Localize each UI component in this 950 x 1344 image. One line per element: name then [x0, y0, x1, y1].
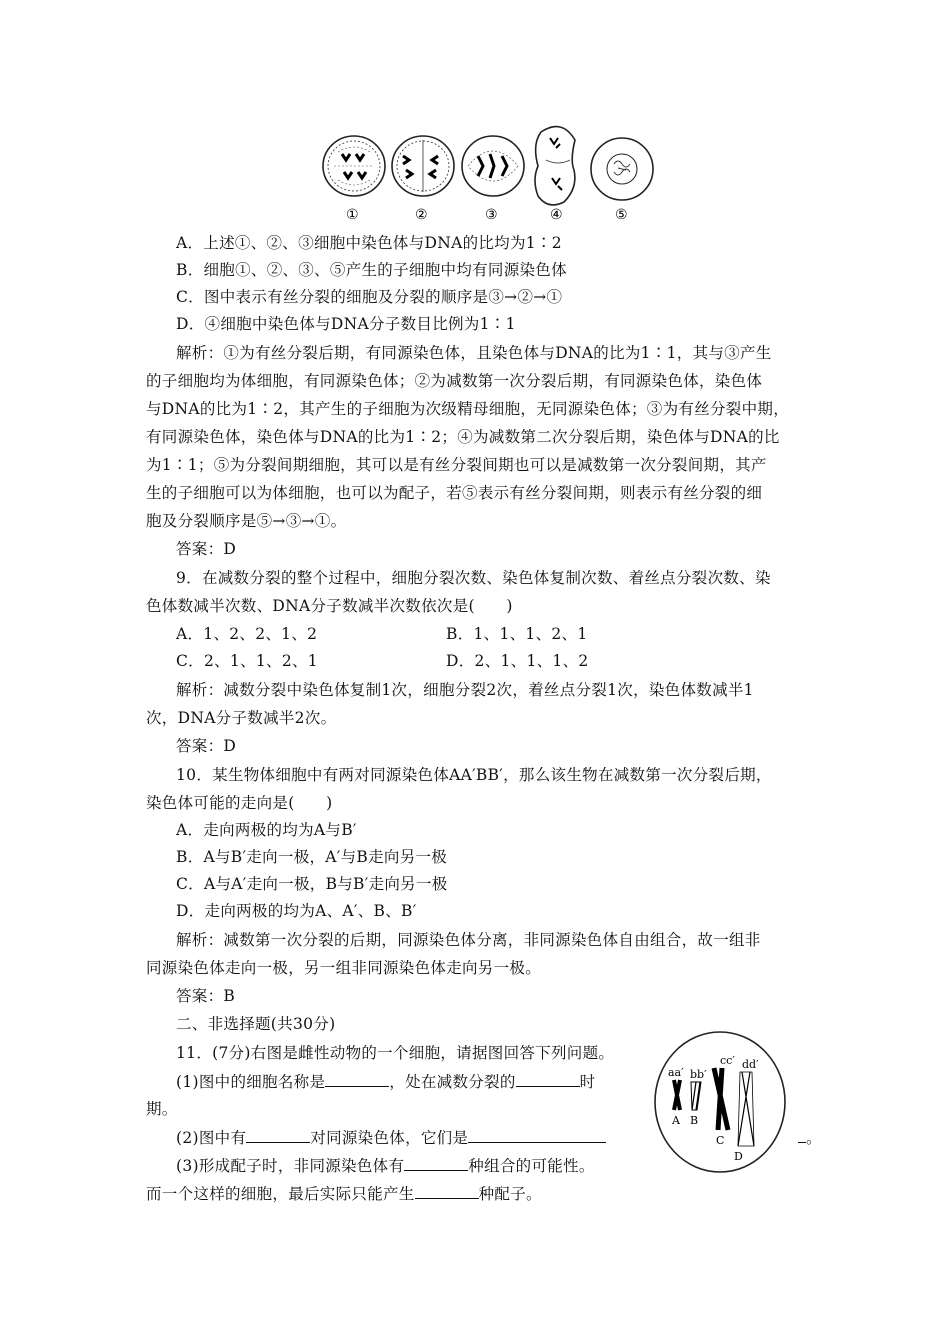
chromosome-cell-figure	[650, 1018, 790, 1183]
q11-p2-end: 。	[806, 1129, 822, 1147]
q8-analysis-line: 解析：①为有丝分裂后期，有同源染色体，且染色体与DNA的比为1∶1，其与③产生	[176, 344, 772, 362]
q11-part-3	[176, 1155, 595, 1176]
q9-analysis-line: 次，DNA分子数减半2次。	[146, 709, 337, 727]
label-cc: cc′	[720, 1054, 735, 1067]
q10-stem-line: 染色体可能的走向是( )	[146, 794, 333, 812]
q10-option-a: A．走向两极的均为A与B′	[176, 821, 357, 839]
q10-option-c: C．A与A′走向一极，B与B′走向另一极	[176, 875, 448, 893]
label-bb: bb′	[690, 1068, 707, 1081]
cell-1	[323, 136, 385, 196]
cell-label-1: ①	[346, 207, 359, 223]
q8-analysis-line: 生的子细胞可以为体细胞，也可以为配子，若⑤表示有丝分裂间期，则表示有丝分裂的细	[146, 484, 763, 502]
q10-analysis-line: 解析：减数第一次分裂的后期，同源染色体分离，非同源染色体自由组合，故一组非	[176, 931, 761, 949]
cell-4	[535, 127, 575, 205]
q10-option-d: D．走向两极的均为A、A′、B、B′	[176, 902, 417, 920]
q8-option-b: B．细胞①、②、③、⑤产生的子细胞中均有同源染色体	[176, 261, 567, 279]
cell-2	[392, 136, 454, 196]
cell-label-3: ③	[485, 207, 498, 223]
q11-p1-text: 时	[579, 1073, 596, 1091]
q11-p2-text: 对同源染色体，它们是	[310, 1129, 469, 1147]
q10-option-b: B．A与B′走向一极，A′与B走向另一极	[176, 848, 448, 866]
q11-part-2	[176, 1127, 606, 1148]
q11-part-4	[146, 1183, 542, 1204]
q9-option-b: B．1、1、1、2、1	[446, 625, 588, 643]
label-B: B	[690, 1114, 699, 1127]
q8-analysis-line: 与DNA的比为1∶2，其产生的子细胞为次级精母细胞，无同源染色体；③为有丝分裂中期，	[146, 400, 790, 418]
q8-option-a: A．上述①、②、③细胞中染色体与DNA的比均为1∶2	[176, 234, 562, 252]
q11-p4-text: 而一个这样的细胞，最后实际只能产生	[146, 1185, 415, 1203]
q11-part-1	[176, 1071, 595, 1092]
label-dd: dd′	[742, 1058, 759, 1071]
q9-option-a: A．1、2、2、1、2	[176, 625, 318, 643]
answer-blank[interactable]	[516, 1071, 580, 1087]
q8-option-c: C．图中表示有丝分裂的细胞及分裂的顺序是③→②→①	[176, 288, 563, 306]
cell-5	[591, 138, 653, 200]
answer-blank[interactable]	[798, 1127, 806, 1143]
cell-label-4: ④	[550, 207, 563, 223]
q11-part-1-cont: 期。	[146, 1100, 178, 1118]
q10-analysis-line: 同源染色体走向一极，另一组非同源染色体走向另一极。	[146, 959, 542, 977]
q11-p3-text: 种组合的可能性。	[468, 1157, 595, 1175]
q10-answer: 答案：B	[176, 987, 236, 1005]
q9-stem-line: 9．在减数分裂的整个过程中，细胞分裂次数、染色体复制次数、着丝点分裂次数、染	[176, 569, 771, 587]
cell-label-2: ②	[415, 207, 428, 223]
answer-blank[interactable]	[468, 1127, 606, 1143]
q9-option-d: D．2、1、1、1、2	[446, 652, 589, 670]
answer-blank[interactable]	[404, 1155, 468, 1171]
q11-p4-text: 种配子。	[478, 1185, 542, 1203]
label-C: C	[716, 1134, 725, 1147]
label-D: D	[734, 1150, 743, 1163]
cell-label-5: ⑤	[615, 207, 628, 223]
answer-blank[interactable]	[415, 1183, 479, 1199]
cell-division-figure	[318, 122, 663, 232]
q8-analysis-line: 胞及分裂顺序是⑤→③→①。	[146, 512, 347, 530]
section-heading: 二、非选择题(共30分)	[176, 1015, 336, 1033]
q11-stem: 11．(7分)右图是雌性动物的一个细胞，请据图回答下列问题。	[176, 1044, 615, 1062]
q9-option-c: C．2、1、1、2、1	[176, 652, 318, 670]
q11-p1-text: (1)图中的细胞名称是	[176, 1073, 326, 1091]
q11-p1-text: ，处在减数分裂的	[389, 1073, 516, 1091]
label-A: A	[672, 1114, 680, 1127]
q8-answer: 答案：D	[176, 540, 237, 558]
q8-analysis-line: 有同源染色体，染色体与DNA的比为1∶2；④为减数第二次分裂后期，染色体与DNA的比	[146, 428, 780, 446]
q8-analysis-line: 为1∶1；⑤为分裂间期细胞，其可以是有丝分裂间期也可以是减数第一次分裂间期，其产	[146, 456, 767, 474]
q11-p3-text: (3)形成配子时，非同源染色体有	[176, 1157, 405, 1175]
answer-blank[interactable]	[246, 1127, 310, 1143]
q10-stem-line: 10．某生物体细胞中有两对同源染色体AA′BB′，那么该生物在减数第一次分裂后期，	[176, 766, 772, 784]
q9-analysis-line: 解析：减数分裂中染色体复制1次，细胞分裂2次，着丝点分裂1次，染色体数减半1	[176, 681, 754, 699]
q8-analysis-line: 的子细胞均为体细胞，有同源染色体；②为减数第一次分裂后期，有同源染色体，染色体	[146, 372, 763, 390]
q9-answer: 答案：D	[176, 737, 237, 755]
cell-3	[462, 136, 524, 196]
q9-stem-line: 色体数减半次数、DNA分子数减半次数依次是( )	[146, 597, 513, 615]
label-aa: aa′	[668, 1066, 684, 1079]
q11-part-2-end	[798, 1127, 822, 1148]
q8-option-d: D．④细胞中染色体与DNA分子数目比例为1∶1	[176, 315, 516, 333]
answer-blank[interactable]	[325, 1071, 389, 1087]
q11-p2-text: (2)图中有	[176, 1129, 247, 1147]
